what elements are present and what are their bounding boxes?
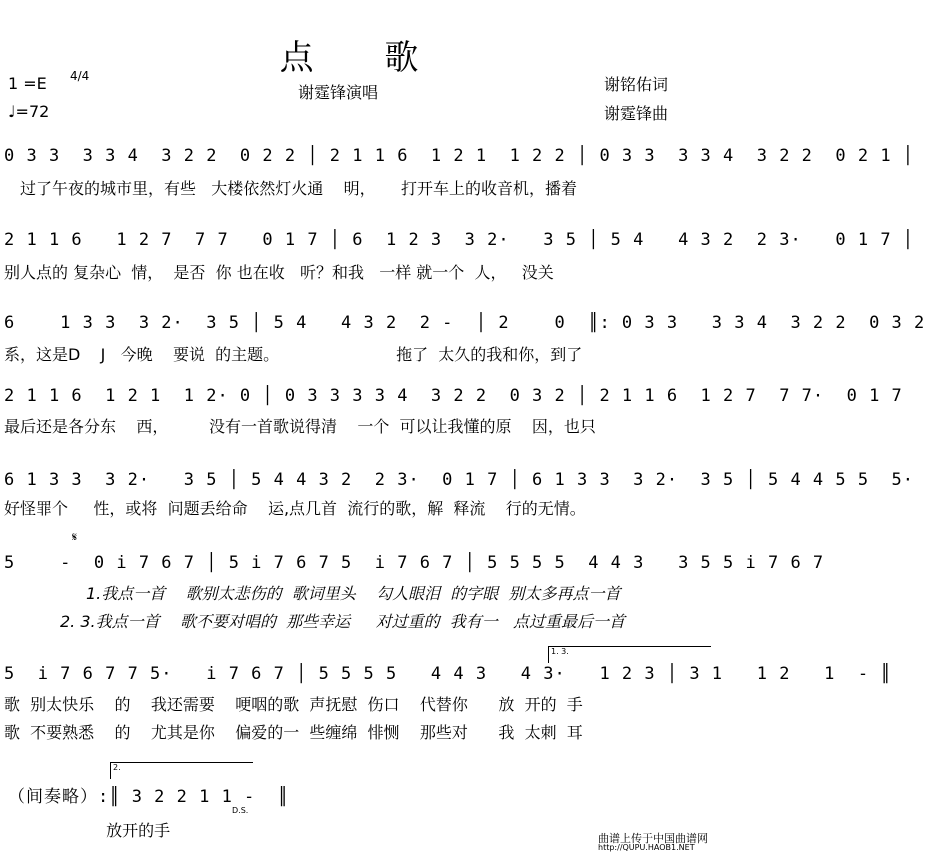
lyric-row-2: 别人点的 复杂心 情， 是否 你 也在收 听？和我 一样 就一个 人， 没关 bbox=[4, 263, 554, 282]
lyric-row-8: 放开的手 bbox=[40, 821, 171, 840]
lyric-row-7-verse-1: 歌 别太快乐 的 我还需要 哽咽的歌 声抚慰 伤口 代替你 放 开的 手 bbox=[4, 695, 583, 714]
notation-row-2: 2 1 1 6 1 2 7 7 7 0 1 7 │ 6 1 2 3 3 2· 3 5 │ 5 4 4 3 2 2 3· 0 1 7 │ bbox=[4, 230, 915, 250]
notation-row-5: 6 1 3 3 3 2· 3 5 │ 5 4 4 3 2 2 3· 0 1 7 │ 6 1 3 3 3 2· 3 5 │ 5 4 4 5 5 5· bbox=[4, 470, 915, 490]
notation-row-8: （间奏略）:║ 3 2 2 1 1 - ║ bbox=[8, 787, 289, 807]
ds-marking: D.S. bbox=[232, 806, 249, 815]
key-signature: 1 =E bbox=[8, 74, 47, 93]
lyric-row-5: 好怪罪个 性，或将 问题丢给命 运,点几首 流行的歌，解 释流 行的无情。 bbox=[4, 499, 586, 518]
footer-url: http://QUPU.HAOB1.NET bbox=[598, 843, 695, 852]
tempo-marking: ♩=72 bbox=[8, 102, 50, 121]
lyricist-credit: 谢铭佑词 bbox=[604, 75, 669, 94]
lyric-row-6-verse-1: 1.我点一首 歌别太悲伤的 歌词里头 勾人眼泪 的字眼 别太多再点一首 bbox=[86, 584, 621, 603]
time-signature: 4/4 bbox=[70, 69, 90, 83]
lyric-row-6-verse-2: 2. 3.我点一首 歌不要对唱的 那些幸运 对过重的 我有一 点过重最后一首 bbox=[60, 612, 625, 631]
footer-source: 曲谱上传于中国曲谱网 bbox=[598, 832, 708, 845]
composer-credit: 谢霆锋曲 bbox=[604, 104, 669, 123]
lyric-row-7-verse-2: 歌 不要熟悉 的 尤其是你 偏爱的一 些缠绵 悱恻 那些对 我 太刺 耳 bbox=[4, 723, 583, 742]
page-title: 点 歌 bbox=[279, 38, 449, 78]
lyric-row-1: 过了午夜的城市里，有些 大楼依然灯火通 明， 打开车上的收音机，播着 bbox=[20, 179, 578, 198]
segno-sign: 𝄋 bbox=[72, 530, 78, 544]
notation-row-4: 2 1 1 6 1 2 1 1 2· 0 │ 0 3 3 3 3 4 3 2 2 0 3 2 │ 2 1 1 6 1 2 7 7 7· 0 1 7 bbox=[4, 386, 903, 406]
volta-bracket-2: 2. bbox=[110, 762, 253, 779]
performer-credit: 谢霆锋演唱 bbox=[298, 83, 379, 102]
lyric-row-4: 最后还是各分东 西， 没有一首歌说得清 一个 可以让我懂的原 因，也只 bbox=[4, 417, 596, 436]
notation-row-6: 5 - 0 i 7 6 7 │ 5 i 7 6 7 5 i 7 6 7 │ 5 5 5 5 4 4 3 3 5 5 i 7 6 7 bbox=[4, 553, 825, 573]
notation-row-1: 0 3 3 3 3 4 3 2 2 0 2 2 │ 2 1 1 6 1 2 1 1 2 2 │ 0 3 3 3 3 4 3 2 2 0 2 1 │ bbox=[4, 146, 915, 166]
volta-bracket-1-3: 1. 3. bbox=[548, 646, 711, 663]
notation-row-3: 6 1 3 3 3 2· 3 5 │ 5 4 4 3 2 2 - │ 2 0 ║: 0 3 3 3 3 4 3 2 2 0 3 2 bbox=[4, 313, 925, 333]
notation-row-7: 5 i 7 6 7 7 5· i 7 6 7 │ 5 5 5 5 4 4 3 4 3· 1 2 3 │ 3 1 1 2 1 - ║ bbox=[4, 664, 892, 684]
lyric-row-3: 系，这是D J 今晚 要说 的主题。 拖了 太久的我和你，到了 bbox=[4, 345, 583, 364]
